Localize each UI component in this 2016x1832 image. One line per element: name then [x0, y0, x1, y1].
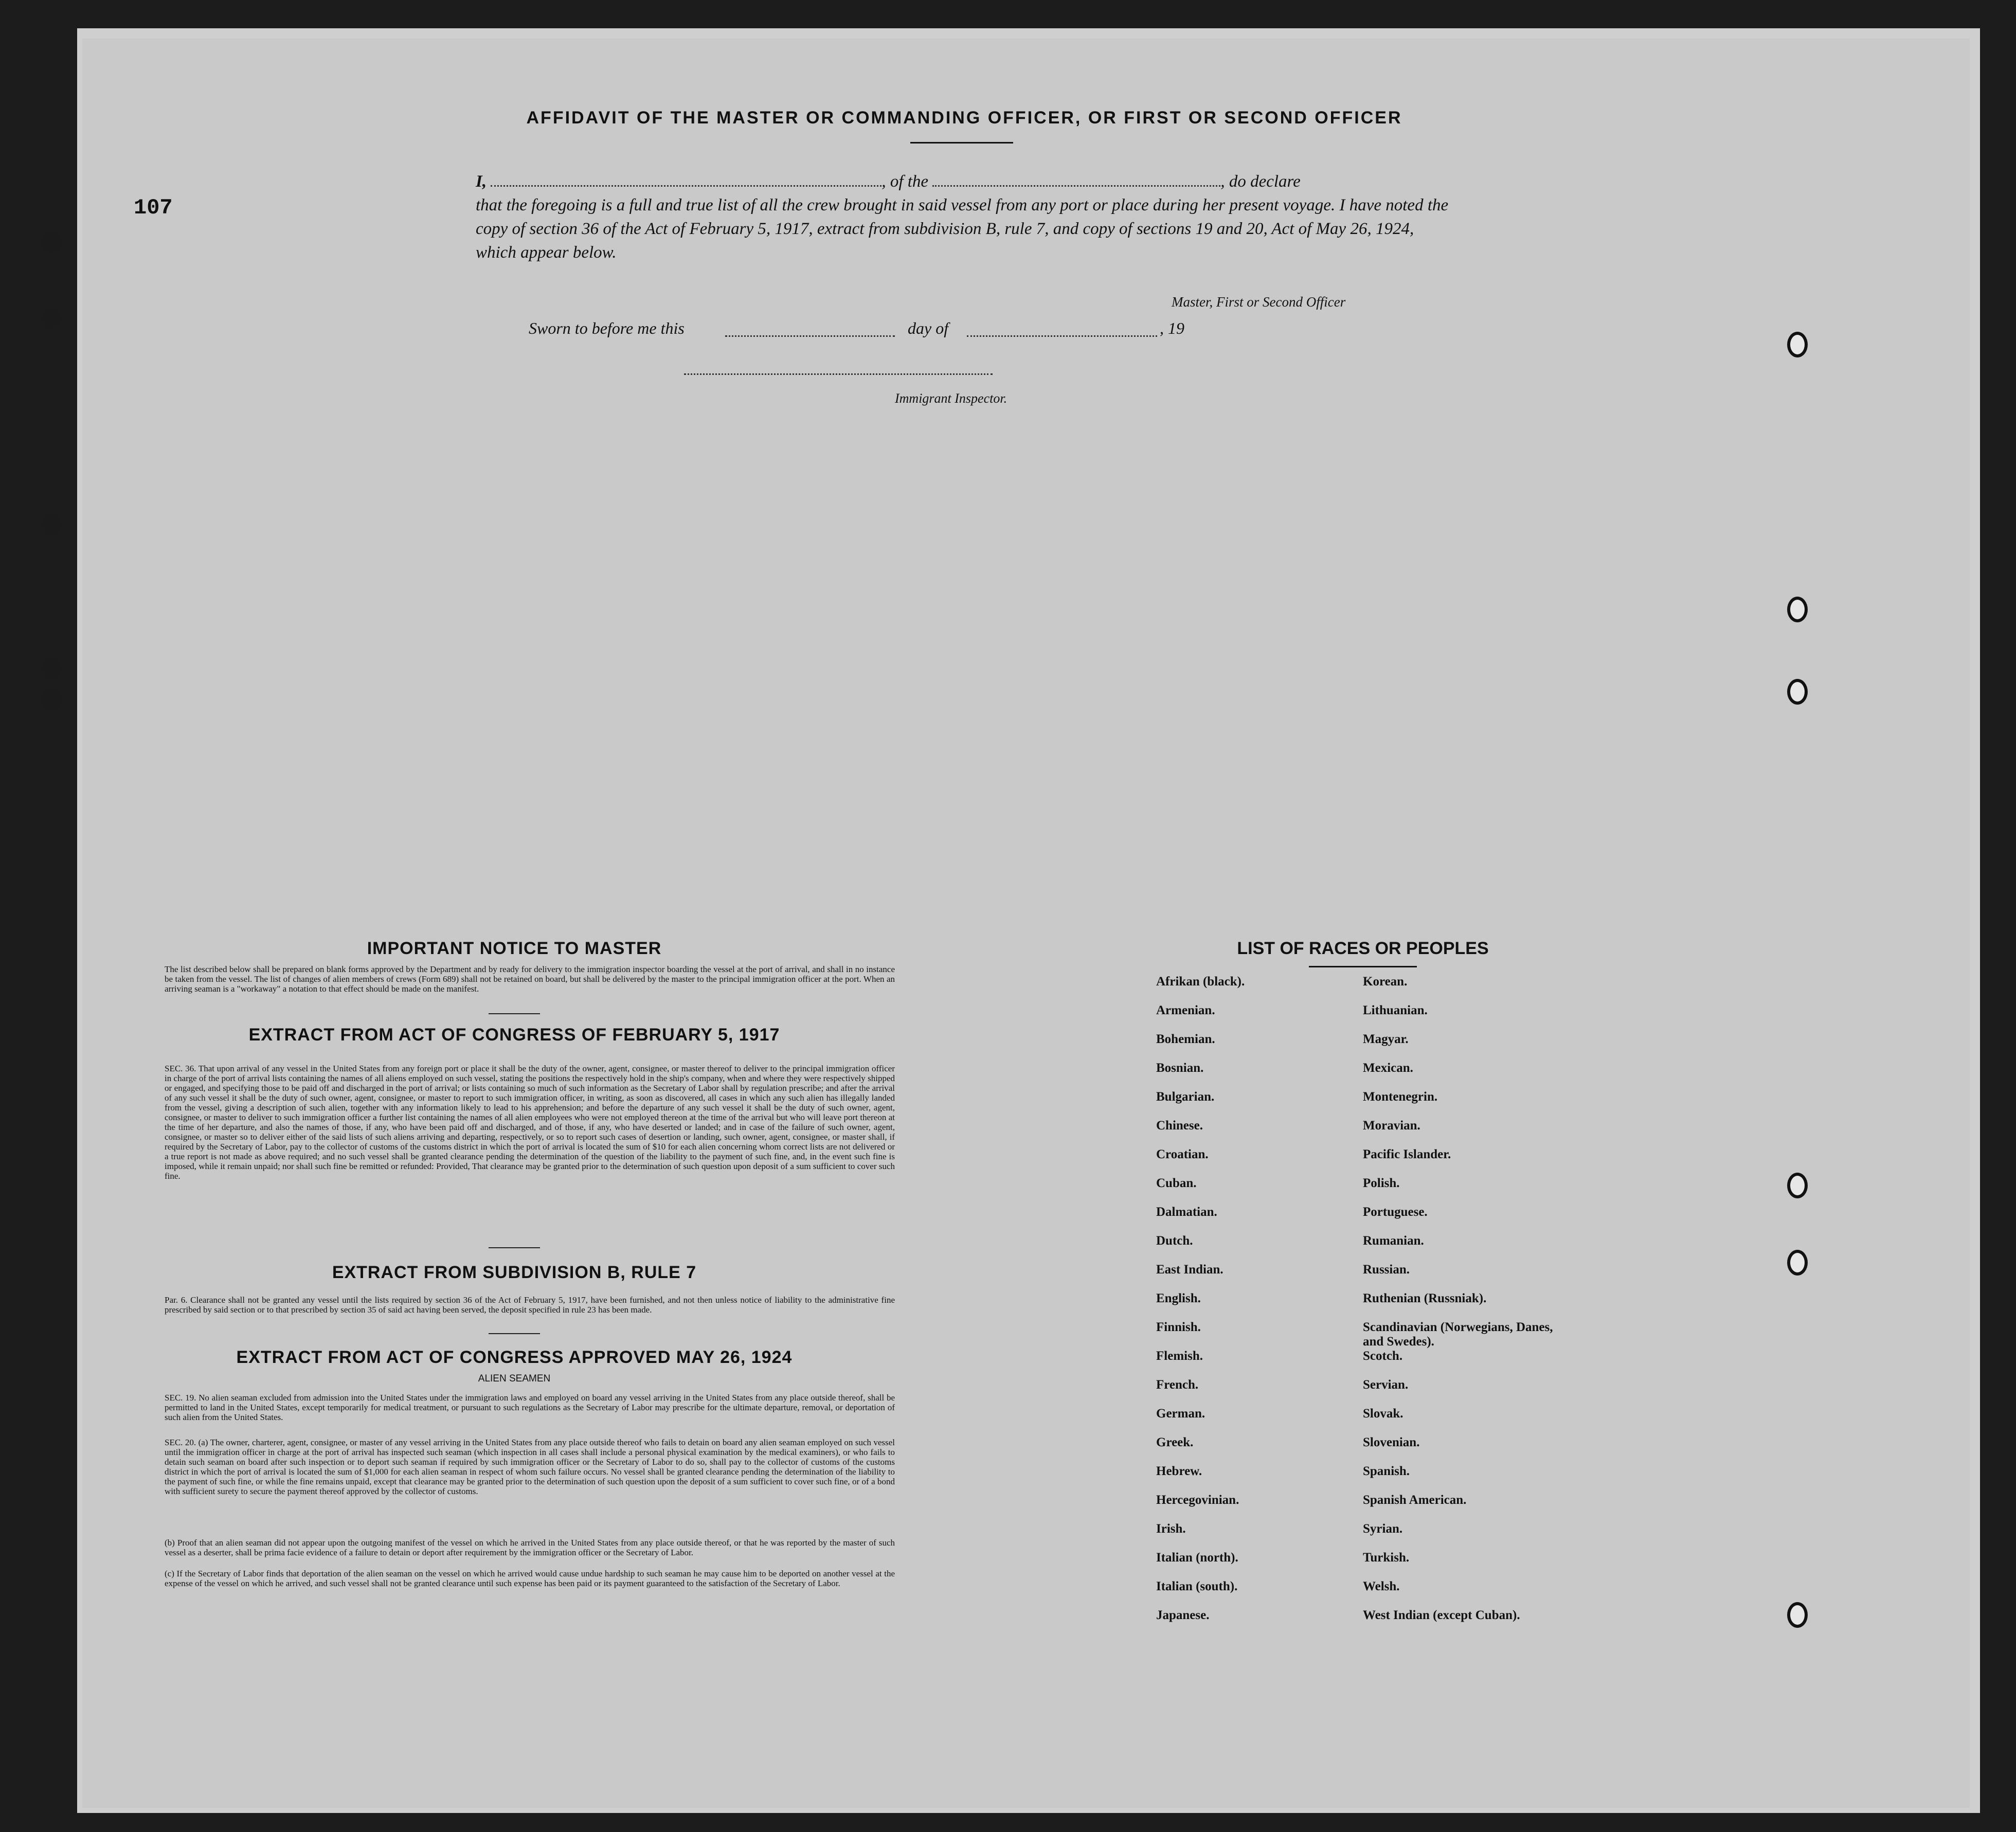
binder-hole — [41, 658, 62, 679]
extract-1924-sec20a: SEC. 20. (a) The owner, charterer, agent, consignee, or master of any vessel arriving in the United States from any place outside thereof who fails to detain on board any alien seaman employed on such vessel until the immigration officer in charge at the port of arrival has inspected such seaman (which inspection in all cases shall include a personal physical examination by the medical examiners), or who fails to detain such seaman on board after such inspection or to deport such seaman if required by such immigration officer or the Secretary of Labor to do so, shall pay to the collector of customs of the customs district in which the port of arrival is located the sum of $1,000 for each alien seaman in respect of whom such failure occurs. No vessel shall be granted clearance pending the determination of the liability to the payment of such fine, or while the fine remains unpaid, except that clearance may be granted prior to the determination of such question upon the deposit of a sum sufficient to cover such fine, or of a bond with sufficient surety to secure the payment thereof approved by the collector of customs. — [165, 1438, 895, 1496]
year-text: , 19 — [1160, 319, 1184, 337]
race-item: Bosnian. — [1156, 1061, 1204, 1075]
race-item: Irish. — [1156, 1522, 1186, 1536]
race-item: Italian (south). — [1156, 1579, 1238, 1593]
race-item: Mexican. — [1363, 1061, 1413, 1075]
race-item: Korean. — [1363, 975, 1408, 989]
binder-hole — [1787, 332, 1808, 357]
declarant-i: I, — [476, 172, 487, 191]
binder-hole — [41, 231, 62, 252]
race-item: Slovak. — [1363, 1407, 1403, 1421]
do-declare-text: , do declare — [1220, 172, 1301, 191]
name-blank[interactable] — [491, 185, 881, 187]
race-item: Rumanian. — [1363, 1234, 1424, 1248]
race-item: Italian (north). — [1156, 1551, 1238, 1565]
race-item: Afrikan (black). — [1156, 975, 1245, 989]
race-item: Russian. — [1363, 1263, 1410, 1277]
extract-1924-sec20c: (c) If the Secretary of Labor finds that deportation of the alien seaman on the vessel on which he arrived would cause undue hardship to such seaman he may cause him to be deported on another vessel at the expense of the vessel on which he arrived, and such vessel shall not be granted clearance until such expense has been paid or its payment guaranteed to the satisfaction of the Secretary of Labor. — [165, 1569, 895, 1588]
race-item: Cuban. — [1156, 1176, 1197, 1190]
separator — [489, 1013, 540, 1014]
race-item: Finnish. — [1156, 1320, 1201, 1334]
race-item: Armenian. — [1156, 1003, 1215, 1017]
declaration-line-1 — [476, 170, 1301, 193]
extract-rule7-title: EXTRACT FROM SUBDIVISION B, RULE 7 — [332, 1263, 697, 1282]
race-item: Bulgarian. — [1156, 1090, 1215, 1104]
race-item: Portuguese. — [1363, 1205, 1428, 1219]
sworn-day-blank[interactable] — [725, 323, 895, 337]
race-item: German. — [1156, 1407, 1205, 1421]
notice-title: IMPORTANT NOTICE TO MASTER — [367, 939, 662, 958]
sworn-text: Sworn to before me this — [529, 319, 685, 337]
binder-hole — [1787, 1250, 1808, 1276]
race-item: Welsh. — [1363, 1579, 1400, 1593]
binder-hole — [1787, 679, 1808, 705]
affidavit-title: AFFIDAVIT OF THE MASTER OR COMMANDING OFFICER, OR FIRST OR SECOND OFFICER — [526, 108, 1402, 128]
race-item: Greek. — [1156, 1435, 1194, 1449]
race-item: Flemish. — [1156, 1349, 1203, 1363]
margin-note: 107 — [134, 195, 173, 220]
races-left-column — [1156, 975, 1245, 1637]
officer-label: Master, First or Second Officer — [1172, 294, 1346, 310]
title-rule — [910, 142, 1013, 143]
inspector-label: Immigrant Inspector. — [895, 391, 1007, 406]
race-item: Pacific Islander. — [1363, 1147, 1451, 1161]
binder-hole — [1787, 1173, 1808, 1198]
race-item: Croatian. — [1156, 1147, 1209, 1161]
declaration-body: that the foregoing is a full and true list of all the crew brought in said vessel from any port or place during her present voyage. I have noted the copy of section 36 of the Act of February 5, 1917, extract from subdivision B, rule 7, and copy of sections 19 and 20, Act of May 26, 1924, which appear below. — [476, 196, 1449, 262]
race-item: Servian. — [1363, 1378, 1409, 1392]
race-item: Dutch. — [1156, 1234, 1193, 1248]
race-item: Scandinavian (Norwegians, Danes, and Swedes). — [1363, 1320, 1553, 1349]
race-item: English. — [1156, 1291, 1201, 1305]
separator — [489, 1247, 540, 1248]
binder-hole — [1787, 1602, 1808, 1628]
extract-1917-title: EXTRACT FROM ACT OF CONGRESS OF FEBRUARY 5, 1917 — [248, 1025, 780, 1045]
races-right-column — [1363, 975, 1553, 1637]
binder-hole — [41, 514, 62, 535]
binder-hole — [41, 309, 62, 329]
notice-text: The list described below shall be prepared on blank forms approved by the Department and by ready for delivery to the immigration inspector boarding the vessel at the port of arrival, and shall in no instance be taken from the vessel. The list of changes of alien members of crews (Form 689) shall not be retained on board, but shall be delivered by the master to the principal immigration officer at the port. When an arriving seaman is a "workaway" a notation to that effect should be made on the manifest. — [165, 964, 895, 994]
race-item: Polish. — [1363, 1176, 1400, 1190]
race-item: Syrian. — [1363, 1522, 1403, 1536]
of-the-text: , of the — [881, 172, 929, 191]
extract-1924-sec19: SEC. 19. No alien seaman excluded from admission into the United States under the immigration laws and employed on board any vessel arriving in the United States from any place outside thereof, shall be permitted to land in the United States, except temporarily for medical treatment, or pursuant to such regulations as the Secretary of Labor may prescribe for the ultimate departure, removal, or deportation of such alien from the United States. — [165, 1393, 895, 1422]
binder-hole — [41, 689, 62, 710]
sworn-month-blank[interactable] — [967, 323, 1157, 337]
binder-hole — [1787, 597, 1808, 622]
race-item: West Indian (except Cuban). — [1363, 1608, 1520, 1622]
race-item: Ruthenian (Russniak). — [1363, 1291, 1487, 1305]
race-item: Lithuanian. — [1363, 1003, 1428, 1017]
race-item: Dalmatian. — [1156, 1205, 1217, 1219]
inspector-signature-blank[interactable] — [684, 361, 993, 375]
extract-1924-subtitle: ALIEN SEAMEN — [478, 1373, 551, 1384]
race-item: Hebrew. — [1156, 1464, 1202, 1478]
race-item: Magyar. — [1363, 1032, 1409, 1046]
race-item: Chinese. — [1156, 1119, 1203, 1133]
separator — [489, 1333, 540, 1334]
race-item: Scotch. — [1363, 1349, 1403, 1363]
races-rule — [1309, 966, 1417, 967]
race-item: Japanese. — [1156, 1608, 1210, 1622]
vessel-blank[interactable] — [932, 185, 1220, 187]
declaration-block — [476, 170, 1450, 264]
race-item: Turkish. — [1363, 1551, 1410, 1565]
race-item: Bohemian. — [1156, 1032, 1215, 1046]
race-item: Montenegrin. — [1363, 1090, 1438, 1104]
race-item: Slovenian. — [1363, 1435, 1420, 1449]
day-of-text: day of — [908, 319, 949, 337]
extract-rule7-text: Par. 6. Clearance shall not be granted any vessel until the lists required by section 36 of the Act of February 5, 1917, have been furnished, and not then unless notice of liability to the administrative fine prescribed by said section or to that prescribed by section 35 of said act having been served, the deposit specified in rule 23 has been made. — [165, 1295, 895, 1315]
extract-1924-title: EXTRACT FROM ACT OF CONGRESS APPROVED MAY 26, 1924 — [236, 1348, 793, 1367]
races-title: LIST OF RACES OR PEOPLES — [1237, 939, 1489, 958]
extract-1924-sec20b: (b) Proof that an alien seaman did not appear upon the outgoing manifest of the vessel on which he arrived in the United States from any place outside thereof, or that he was reported by the master of such vessel as a deserter, shall be prima facie evidence of a failure to detain or deport after requirement by the immigration officer or the Secretary of Labor. — [165, 1538, 895, 1557]
race-item: French. — [1156, 1378, 1199, 1392]
race-item: East Indian. — [1156, 1263, 1223, 1277]
extract-1917-text: SEC. 36. That upon arrival of any vessel in the United States from any foreign port or place it shall be the duty of the owner, agent, consignee, or master thereof to deliver to the principal immigration officer in charge of the port of arrival lists containing the names of all aliens employed on such vessel, stating the positions the respectively hold in the ship's company, when and where they were respectively shipped or engaged, and specifying those to be paid off and discharged in the port of arrival; or lists containing so much of such information as the Secretary of Labor shall by regulation prescribe; and after the arrival of any such vessel it shall be the duty of such owner, agent, consignee, or master to report to such immigration officer, in writing, as soon as discovered, all cases in which any such alien has illegally landed from the vessel, giving a description of such alien, together with any information likely to lead to his apprehension; and before the departure of any such vessel it shall be the duty of such owner, agent, consignee, or master to deliver to such immigration officer a further list containing the names of all alien employees who were not employed thereon at the time of the arrival but who will leave port thereon at the time of her departure, and also the names of those, if any, who have been paid off and discharged, and of those, if any, who have deserted or landed; and in case of the failure of such owner, agent, consignee, or master so to deliver either of the said lists of such aliens arriving and departing, respectively, or so to report such cases of desertion or landing, such owner, agent, consignee, or master shall, if required by the Secretary of Labor, pay to the collector of customs of the customs district in which the port of arrival is located the sum of $10 for each alien concerning whom correct lists are not delivered or a true report is not made as above required; and no such vessel shall be granted clearance pending the determination of the question of the liability to the payment of such fine, and, in the event such fine is imposed, while it remain unpaid; nor shall such fine be remitted or refunded: Provided, That clearance may be granted prior to the determination of such question upon deposit of a sum sufficient to cover such fine. — [165, 1064, 895, 1181]
race-item: Hercegovinian. — [1156, 1493, 1239, 1507]
race-item: Moravian. — [1363, 1119, 1420, 1133]
race-item: Spanish. — [1363, 1464, 1410, 1478]
race-item: Spanish American. — [1363, 1493, 1467, 1507]
